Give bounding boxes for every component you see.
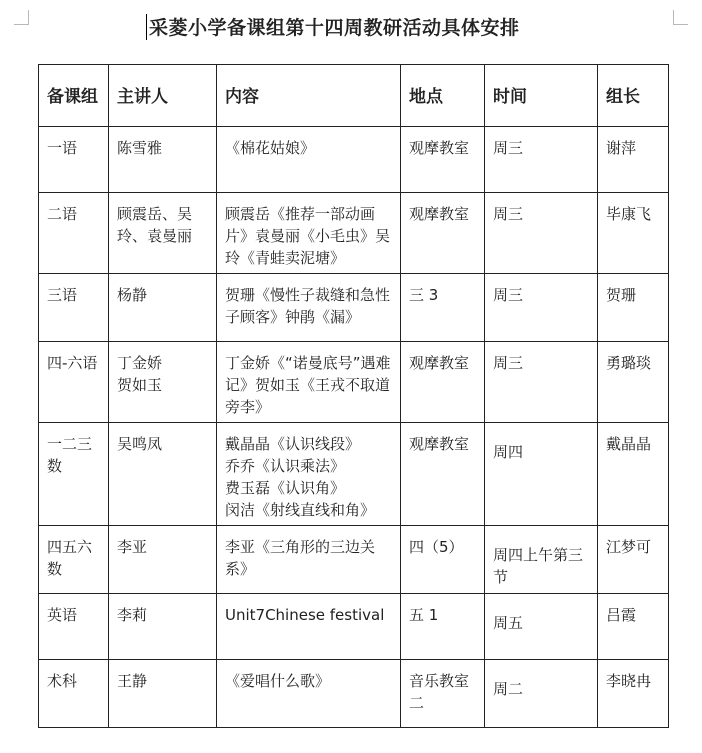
cell-leader[interactable]: 吕霞: [598, 594, 669, 660]
text-cursor: [146, 14, 147, 40]
cell-location[interactable]: 观摩教室: [401, 193, 485, 274]
cell-location[interactable]: 音乐教室 二: [401, 660, 485, 728]
cell-speaker[interactable]: 王静: [109, 660, 217, 728]
table-header-row: [39, 65, 669, 127]
cell-group[interactable]: 一二三 数: [39, 423, 109, 526]
cell-time[interactable]: 周四上午第三 节: [485, 526, 598, 594]
cell-content[interactable]: 戴晶晶《认识线段》 乔乔《认识乘法》 费玉磊《认识角》 闵洁《射线直线和角》: [217, 423, 401, 526]
document-title[interactable]: 采菱小学备课组第十四周教研活动具体安排: [149, 17, 520, 39]
cell-speaker[interactable]: 李亚: [109, 526, 217, 594]
cell-leader[interactable]: 戴晶晶: [598, 423, 669, 526]
cell-leader[interactable]: 贺珊: [598, 274, 669, 342]
cell-speaker[interactable]: 顾震岳、吴 玲、袁曼丽: [109, 193, 217, 274]
cell-location[interactable]: 三 3: [401, 274, 485, 342]
cell-speaker[interactable]: 李莉: [109, 594, 217, 660]
page-corner-mark-left: [14, 10, 29, 25]
cell-group[interactable]: 二语: [39, 193, 109, 274]
table-row: [39, 660, 669, 728]
cell-content[interactable]: 李亚《三角形的三边关 系》: [217, 526, 401, 594]
cell-group[interactable]: 四-六语: [39, 342, 109, 423]
cell-speaker[interactable]: 吴鸣凤: [109, 423, 217, 526]
cell-location[interactable]: 四（5）: [401, 526, 485, 594]
cell-location[interactable]: 观摩教室: [401, 423, 485, 526]
table-row: [39, 342, 669, 423]
cell-location[interactable]: 观摩教室: [401, 127, 485, 193]
cell-content[interactable]: 《棉花姑娘》: [217, 127, 401, 193]
cell-speaker[interactable]: 杨静: [109, 274, 217, 342]
header-time[interactable]: 时间: [485, 65, 598, 127]
cell-group[interactable]: 术科: [39, 660, 109, 728]
cell-time[interactable]: 周三: [485, 342, 598, 423]
cell-location[interactable]: 五 1: [401, 594, 485, 660]
header-speaker[interactable]: 主讲人: [109, 65, 217, 127]
cell-content[interactable]: Unit7Chinese festival: [217, 594, 401, 660]
cell-location[interactable]: 观摩教室: [401, 342, 485, 423]
cell-group[interactable]: 英语: [39, 594, 109, 660]
cell-leader[interactable]: 毕康飞: [598, 193, 669, 274]
table-row: [39, 594, 669, 660]
page-corner-mark-right: [673, 10, 688, 25]
cell-leader[interactable]: 勇璐琰: [598, 342, 669, 423]
table-row: [39, 274, 669, 342]
schedule-table: [38, 64, 669, 728]
cell-content[interactable]: 贺珊《慢性子裁缝和急性 子顾客》钟鹃《漏》: [217, 274, 401, 342]
cell-time[interactable]: 周三: [485, 193, 598, 274]
cell-time[interactable]: 周二: [485, 660, 598, 728]
cell-group[interactable]: 一语: [39, 127, 109, 193]
cell-speaker[interactable]: 丁金娇 贺如玉: [109, 342, 217, 423]
header-location[interactable]: 地点: [401, 65, 485, 127]
header-leader[interactable]: 组长: [598, 65, 669, 127]
cell-content[interactable]: 丁金娇《“诺曼底号”遇难 记》贺如玉《王戎不取道 旁李》: [217, 342, 401, 423]
cell-leader[interactable]: 江梦可: [598, 526, 669, 594]
table-row: [39, 526, 669, 594]
cell-group[interactable]: 三语: [39, 274, 109, 342]
cell-speaker[interactable]: 陈雪雅: [109, 127, 217, 193]
cell-content[interactable]: 《爱唱什么歌》: [217, 660, 401, 728]
cell-time[interactable]: 周三: [485, 127, 598, 193]
cell-leader[interactable]: 李晓冉: [598, 660, 669, 728]
table-row: [39, 423, 669, 526]
cell-leader[interactable]: 谢萍: [598, 127, 669, 193]
cell-time[interactable]: 周三: [485, 274, 598, 342]
cell-time[interactable]: 周五: [485, 594, 598, 660]
header-content[interactable]: 内容: [217, 65, 401, 127]
header-group[interactable]: 备课组: [39, 65, 109, 127]
table-row: [39, 193, 669, 274]
cell-time[interactable]: 周四: [485, 423, 598, 526]
cell-content[interactable]: 顾震岳《推荐一部动画 片》袁曼丽《小毛虫》吴 玲《青蛙卖泥塘》: [217, 193, 401, 274]
cell-group[interactable]: 四五六 数: [39, 526, 109, 594]
table-row: [39, 127, 669, 193]
